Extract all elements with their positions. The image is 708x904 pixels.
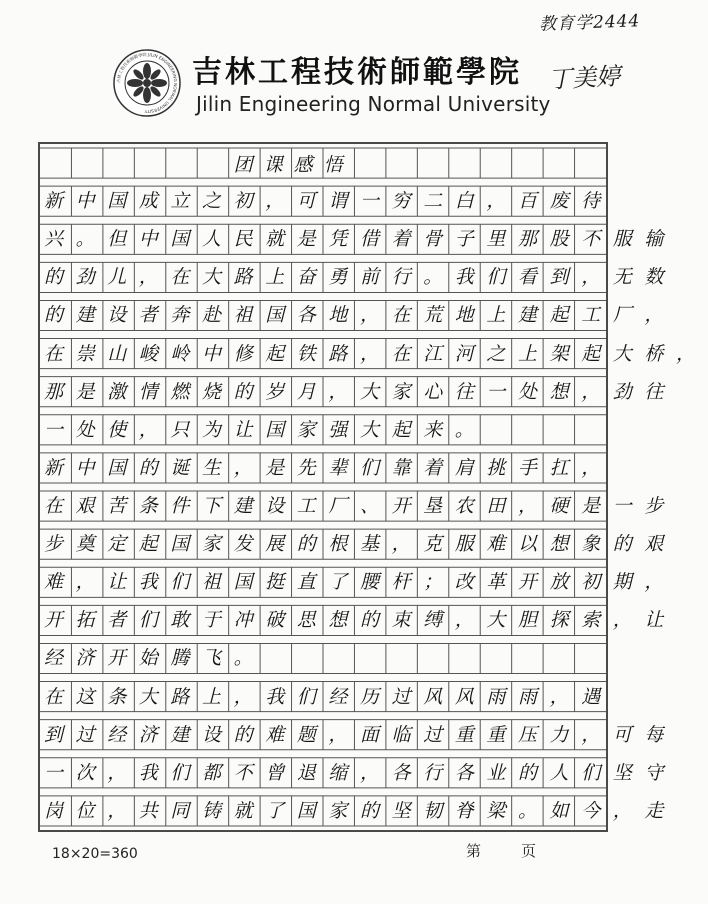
essay-line-text: 开拓者们敢于冲破思想的束缚，大胆探索，让 xyxy=(44,609,677,632)
school-name-en: Jilin Engineering Normal University xyxy=(196,92,551,116)
essay-line-text: 难，让我们祖国挺直了腰杆；改革开放初期， xyxy=(44,571,677,594)
essay-line-text: 在崇山峻岭中修起铁路，在江河之上架起大桥， xyxy=(44,342,708,365)
essay-line xyxy=(38,491,677,521)
essay-line xyxy=(38,377,677,407)
essay-line-text: 岗位，共同铸就了国家的坚韧脊梁。如今，走 xyxy=(44,799,677,822)
page-label-suffix: 页 xyxy=(521,842,537,860)
essay-line-text: 新中国的诞生，是先辈们靠着肩挑手扛， xyxy=(44,456,613,479)
essay-line-text: 一处使，只为让国家强大起来。 xyxy=(44,418,487,441)
handwritten-student-name: 丁美婷 xyxy=(547,62,621,94)
essay-line xyxy=(38,682,613,712)
essay-line xyxy=(38,224,677,254)
essay-line xyxy=(38,720,677,750)
essay-line xyxy=(38,339,708,369)
essay-line xyxy=(38,605,677,635)
essay-line xyxy=(38,758,677,788)
essay-line-text: 新中国成立之初，可谓一穷二白，百废待 xyxy=(44,190,613,213)
essay-line-text: 到过经济建设的难题，面临过重重压力，可每 xyxy=(44,723,677,746)
page-label-prefix: 第 xyxy=(466,842,482,860)
school-logo-icon xyxy=(112,48,182,118)
logo-ring-text: 吉林工程技術師範學院 JILIN ENGINEERING NORMAL UNIVERSITY xyxy=(115,51,179,115)
essay-line-text: 在艰苦条件下建设工厂、开垦农田，硬是一步 xyxy=(44,495,677,517)
school-name-cn: 吉林工程技術師範學院 xyxy=(192,55,522,90)
essay-title-row xyxy=(38,148,608,178)
essay-line-text: 的建设者奔赴祖国各地，在荒地上建起工厂， xyxy=(44,304,677,327)
essay-line-text: 步奠定起国家发展的根基，克服难以想象的艰 xyxy=(44,533,677,556)
essay-title: 团课感悟 xyxy=(233,153,354,176)
essay-line xyxy=(38,567,677,597)
essay-line xyxy=(38,186,613,216)
essay-line xyxy=(38,262,677,292)
handwritten-class-code: 教育学2444 xyxy=(538,11,641,35)
essay-line xyxy=(38,643,608,673)
essay-line-text: 兴。但中国人民就是凭借着骨子里那股不服输 xyxy=(44,228,677,251)
essay-line xyxy=(38,415,608,445)
essay-line-text: 在这条大路上，我们经历过风风雨雨，遇 xyxy=(44,685,613,708)
essay-line xyxy=(38,529,677,559)
essay-line-text: 的劲儿，在大路上奋勇前行。我们看到，无数 xyxy=(44,266,677,289)
essay-line xyxy=(38,796,677,826)
essay-line xyxy=(38,300,677,330)
essay-line xyxy=(38,453,613,483)
essay-line-text: 一次，我们都不曾退缩，各行各业的人们坚守 xyxy=(44,761,677,784)
page-number-label xyxy=(466,840,536,861)
essay-line-text: 那是激情燃烧的岁月，大家心往一处想，劲往 xyxy=(44,380,677,403)
essay-line-text: 经济开始腾飞。 xyxy=(44,647,266,670)
grid-spec: 18×20=360 xyxy=(52,846,138,862)
